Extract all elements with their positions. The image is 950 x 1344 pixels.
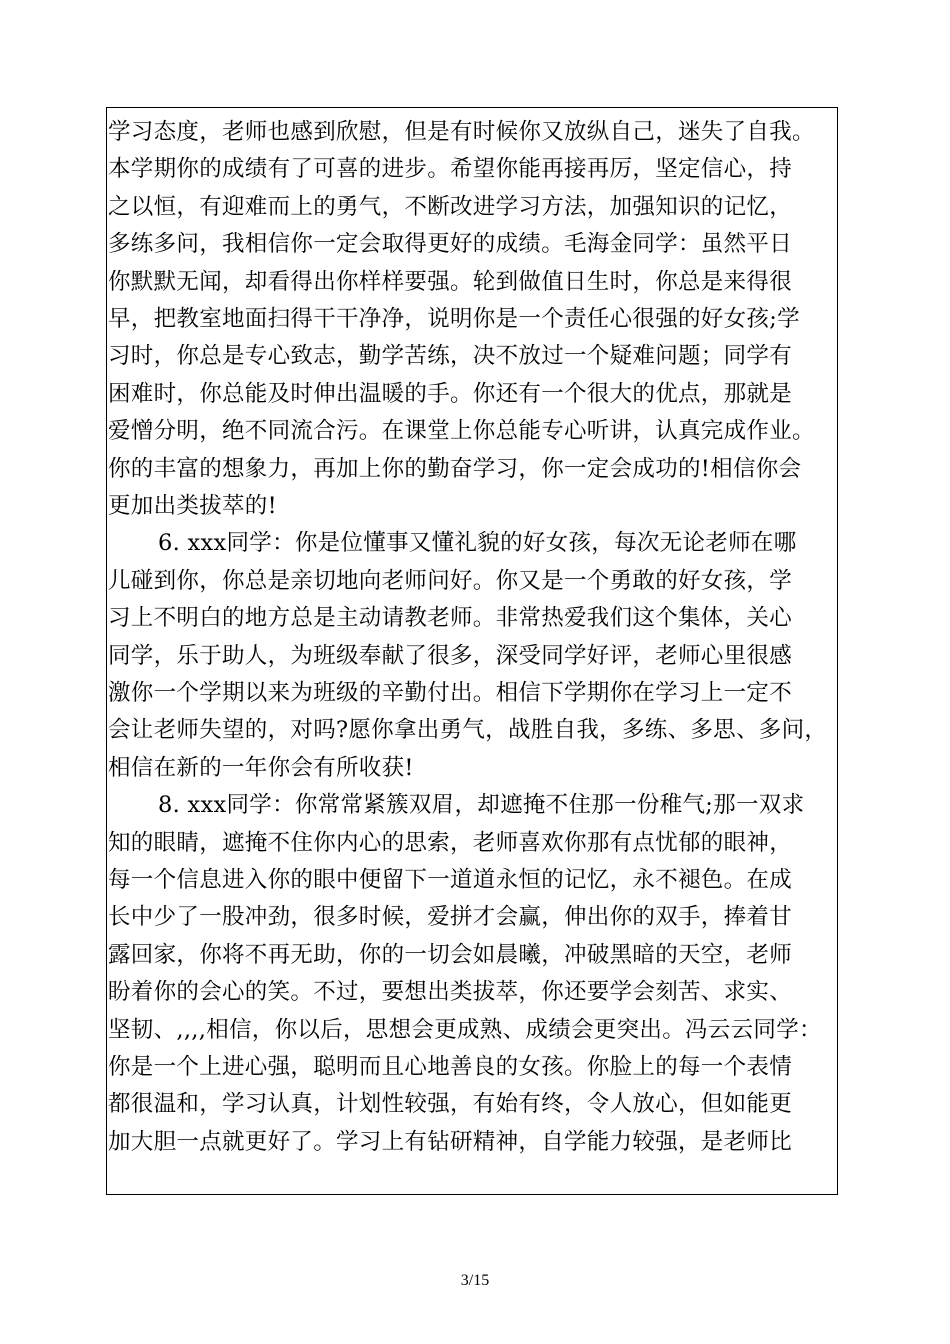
text-line: 6. xxx同学：你是位懂事又懂礼貌的好女孩，每次无论老师在哪: [158, 530, 797, 557]
text-line: 同学，乐于助人，为班级奉献了很多，深受同学好评，老师心里很感: [108, 642, 793, 669]
text-line: 盼着你的会心的笑。不过，要想出类拔萃，你还要学会刻苦、求实、: [108, 979, 793, 1006]
text-line: 激你一个学期以来为班级的辛勤付出。相信下学期你在学习上一定不: [108, 680, 793, 706]
text-line: 习上不明白的地方总是主动请教老师。非常热爱我们这个集体，关心: [108, 605, 793, 632]
text-line: 你是一个上进心强，聪明而且心地善良的女孩。你脸上的每一个表情: [108, 1054, 793, 1080]
text-line: 相信在新的一年你会有所收获!: [108, 754, 414, 781]
text-line: 会让老师失望的，对吗?愿你拿出勇气，战胜自我，多练、多思、多问，: [108, 717, 828, 744]
text-line: 之以恒，有迎难而上的勇气，不断改进学习方法，加强知识的记忆，: [108, 193, 793, 220]
text-line: 露回家，你将不再无助，你的一切会如晨曦，冲破黑暗的天空，老师: [108, 941, 793, 968]
text-line: 坚韧、,,,,相信，你以后，思想会更成熟、成绩会更突出。冯云云同学：: [108, 1016, 822, 1043]
text-line: 都很温和，学习认真，计划性较强，有始有终，令人放心，但如能更: [108, 1091, 793, 1118]
text-line: 知的眼睛，遮掩不住你内心的思索，老师喜欢你那有点忧郁的眼神，: [108, 829, 793, 856]
text-line: 学习态度，老师也感到欣慰，但是有时候你又放纵自己，迷失了自我。: [108, 119, 815, 145]
text-line: 加大胆一点就更好了。学习上有钻研精神，自学能力较强，是老师比: [108, 1128, 793, 1155]
page-number: 3/15: [460, 1272, 490, 1289]
text-line: 本学期你的成绩有了可喜的进步。希望你能再接再厉，坚定信心，持: [108, 156, 793, 183]
text-line: 每一个信息进入你的眼中便留下一道道永恒的记忆，永不褪色。在成: [108, 867, 793, 893]
text-line: 儿碰到你，你总是亲切地向老师问好。你又是一个勇敢的好女孩，学: [108, 567, 793, 594]
text-line: 早，把教室地面扫得干干净净，说明你是一个责任心很强的好女孩;学: [108, 306, 800, 332]
text-line: 多练多问，我相信你一定会取得更好的成绩。毛海金同学：虽然平日: [108, 231, 793, 258]
text-line: 长中少了一股冲劲，很多时候，爱拼才会赢，伸出你的双手，捧着甘: [108, 904, 793, 931]
text-line: 习时，你总是专心致志，勤学苦练，决不放过一个疑难问题；同学有: [108, 343, 793, 370]
text-line: 爱憎分明，绝不同流合污。在课堂上你总能专心听讲，认真完成作业。: [108, 418, 815, 445]
text-line: 你的丰富的想象力，再加上你的勤奋学习，你一定会成功的!相信你会: [108, 455, 802, 482]
text-line: 困难时，你总能及时伸出温暖的手。你还有一个很大的优点，那就是: [108, 380, 793, 407]
text-line: 更加出类拔萃的!: [108, 493, 277, 519]
text-line: 你默默无闻，却看得出你样样要强。轮到做值日生时，你总是来得很: [108, 268, 793, 295]
text-line: 8. xxx同学：你常常紧簇双眉，却遮掩不住那一份稚气;那一双求: [158, 792, 805, 819]
